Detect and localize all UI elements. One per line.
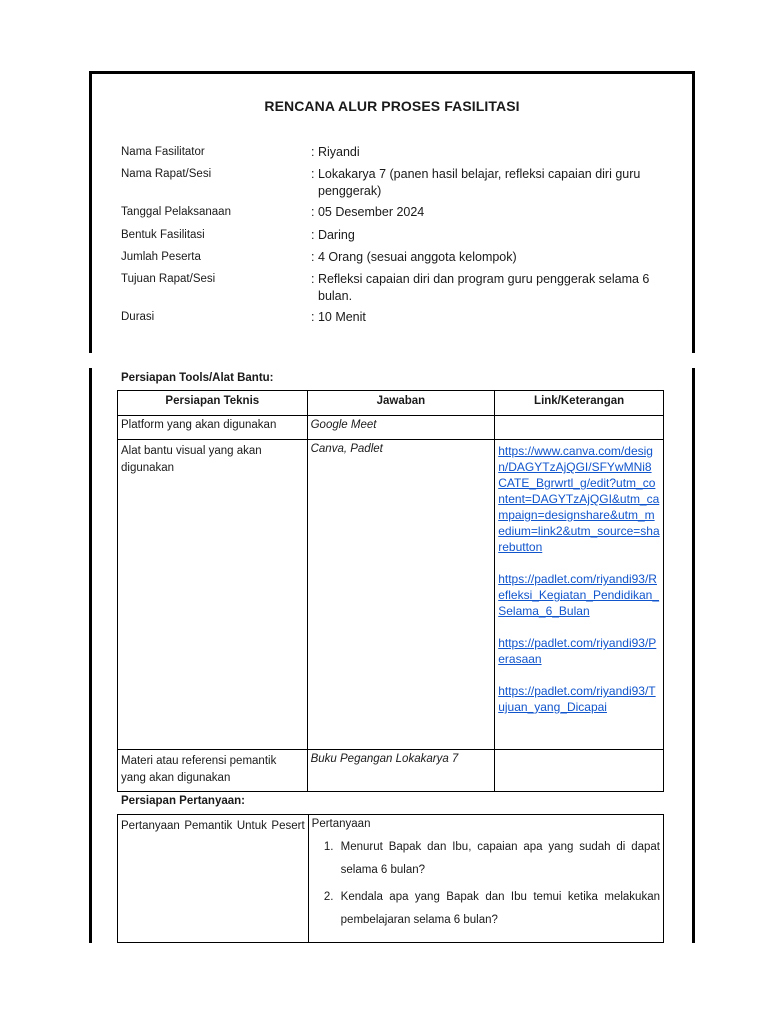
table-row [118, 750, 664, 792]
tools-section-label: Persiapan Tools/Alat Bantu: [121, 372, 274, 384]
document-frame-left-border [89, 368, 92, 943]
jawaban-cell: Google Meet [307, 416, 495, 440]
info-label: Nama Fasilitator [121, 146, 205, 158]
info-label: Tanggal Pelaksanaan [121, 206, 231, 218]
info-value: : Daring [311, 228, 355, 242]
pemantik-label: Pertanyaan Pemantik Untuk Pesert [121, 820, 305, 832]
document-frame-right-border [692, 368, 695, 943]
pemantik-label-cell [118, 815, 309, 943]
info-value: : Lokakarya 7 (panen hasil belajar, refleksi capaian diri guru penggerak) [311, 167, 641, 198]
info-value: : 4 Orang (sesuai anggota kelompok) [311, 250, 517, 264]
info-value: : 10 Menit [311, 310, 366, 324]
info-label: Durasi [121, 311, 155, 323]
info-value: : 05 Desember 2024 [311, 205, 425, 219]
link-cell [495, 750, 664, 792]
padlet-perasaan-link[interactable]: https://padlet.com/riyandi93/Perasaan [498, 636, 657, 666]
document-title: RENCANA ALUR PROSES FASILITASI [264, 98, 520, 114]
table-row [118, 416, 664, 440]
info-label: Jumlah Peserta [121, 251, 201, 263]
questions-table [117, 814, 664, 943]
padlet-tujuan-link[interactable]: https://padlet.com/riyandi93/Tujuan_yang_Dicapai [498, 684, 656, 714]
teknis-cell: Materi atau referensi pemantik yang akan digunakan [118, 750, 308, 792]
column-header: Persiapan Teknis [118, 391, 308, 416]
jawaban-cell: Buku Pegangan Lokakarya 7 [307, 750, 495, 792]
question-item: 1. Menurut Bapak dan Ibu, capaian apa yang sudah di dapat selama 6 bulan? [337, 836, 660, 882]
questions-heading: Pertanyaan [311, 818, 371, 830]
questions-cell [308, 815, 663, 943]
questions-list [312, 836, 660, 932]
canva-link[interactable]: https://www.canva.com/design/DAGYTzAjQGI/SFYwMNi8CATE_Bgrwrtl_g/edit?utm_content=DAGYTzAjQGI&utm_campaign=designshare&utm_medium=link2&utm_source=sharebutton [498, 444, 660, 554]
info-label: Bentuk Fasilitasi [121, 229, 205, 241]
tools-table [117, 390, 664, 792]
column-header: Link/Keterangan [495, 391, 664, 416]
padlet-refleksi-link[interactable]: https://padlet.com/riyandi93/Refleksi_Kegiatan_Pendidikan_Selama_6_Bulan [498, 572, 660, 618]
questions-section-label: Persiapan Pertanyaan: [121, 795, 246, 807]
jawaban-cell: Canva, Padlet [307, 440, 495, 750]
column-header: Jawaban [307, 391, 495, 416]
info-label: Nama Rapat/Sesi [121, 168, 212, 180]
link-cell [495, 440, 664, 750]
info-value: : Riyandi [311, 145, 360, 159]
table-header-row [118, 391, 664, 416]
question-item: 2. Kendala apa yang Bapak dan Ibu temui ketika melakukan pembelajaran selama 6 bulan? [337, 886, 660, 932]
table-row [118, 815, 664, 943]
table-row [118, 440, 664, 750]
info-label: Tujuan Rapat/Sesi [121, 273, 216, 285]
teknis-cell: Alat bantu visual yang akan digunakan [118, 440, 308, 750]
link-cell [495, 416, 664, 440]
info-value: : Refleksi capaian diri dan program guru penggerak selama 6 bulan. [311, 272, 650, 303]
teknis-cell: Platform yang akan digunakan [118, 416, 308, 440]
